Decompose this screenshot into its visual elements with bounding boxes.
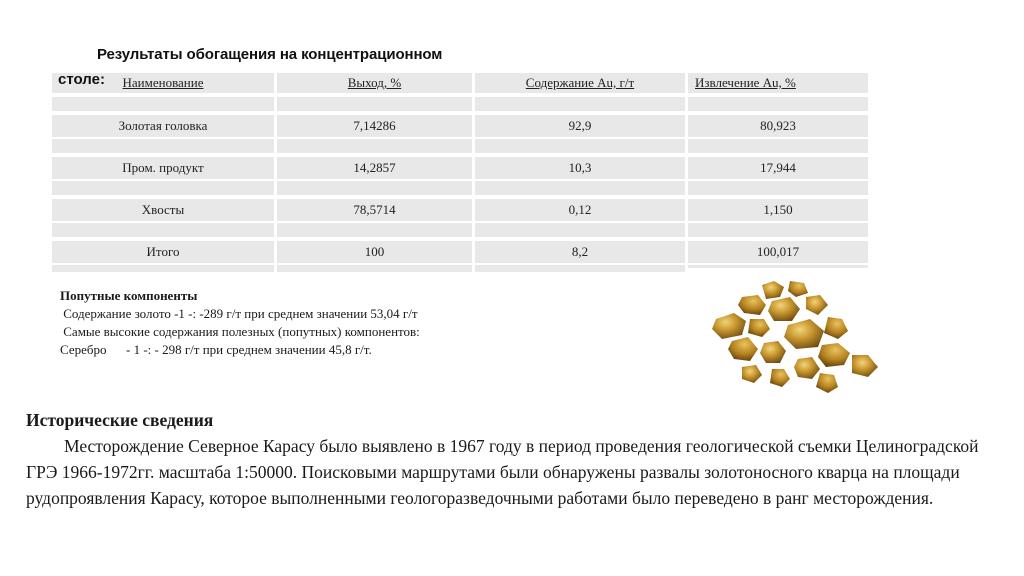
byproducts-block (60, 287, 420, 359)
table-header-yield: Выход, % (277, 73, 472, 93)
history-paragraph: Месторождение Северное Карасу было выявлено в 1967 году в период проведения геологической съемки Целиноградской ГРЭ 1966-1972гг. масштаба 1:50000. Поисковыми маршрутами были обнаружены развалы золотоносного кварца на площади рудопроявления Карасу, которое выполненными геологоразведочными работами было переведено в ранг месторождения. (26, 436, 979, 508)
table-cell: 10,3 (475, 157, 685, 179)
table-cell: 7,14286 (277, 115, 472, 137)
table-cell: 100,017 (688, 241, 868, 263)
table-cell: 0,12 (475, 199, 685, 221)
table-spacer (688, 97, 868, 111)
byproducts-heading: Попутные компоненты (60, 288, 198, 303)
table-spacer (688, 181, 868, 195)
table-spacer (52, 223, 274, 237)
history-section (26, 407, 1001, 511)
table-spacer (475, 265, 685, 272)
table-cell: 92,9 (475, 115, 685, 137)
table-cell: 80,923 (688, 115, 868, 137)
table-spacer (52, 139, 274, 153)
history-heading: Исторические сведения (26, 410, 214, 430)
table-cell: Хвосты (52, 199, 274, 221)
table-header-name: Наименование (52, 73, 274, 93)
slide-title-continuation: столе: (58, 71, 105, 88)
table-cell: 100 (277, 241, 472, 263)
table-cell: 8,2 (475, 241, 685, 263)
gold-nuggets-photo (702, 275, 892, 405)
table-header-au-recovery: Извлечение Au, % (688, 73, 868, 93)
table-spacer (277, 97, 472, 111)
table-spacer (277, 139, 472, 153)
table-cell: Золотая головка (52, 115, 274, 137)
byproducts-silver-line: Серебро - 1 -: - 298 г/т при среднем значении 45,8 г/т. (60, 342, 372, 357)
table-spacer (52, 265, 274, 272)
table-spacer (277, 265, 472, 272)
table-cell: Итого (52, 241, 274, 263)
table-spacer (475, 139, 685, 153)
table-header-au-content: Содержание Au, г/т (475, 73, 685, 93)
table-spacer (277, 181, 472, 195)
table-cell: 78,5714 (277, 199, 472, 221)
table-cell: 14,2857 (277, 157, 472, 179)
table-spacer (52, 97, 274, 111)
table-spacer (277, 223, 472, 237)
table-spacer (688, 139, 868, 153)
table-spacer (475, 223, 685, 237)
slide-title: Результаты обогащения на концентрационном (97, 46, 443, 63)
table-spacer (688, 265, 868, 268)
table-cell: 17,944 (688, 157, 868, 179)
table-spacer (475, 97, 685, 111)
byproducts-gold-line: Содержание золото -1 -: -289 г/т при среднем значении 53,04 г/т (60, 306, 418, 321)
table-cell: Пром. продукт (52, 157, 274, 179)
table-cell: 1,150 (688, 199, 868, 221)
byproducts-intro-line: Самые высокие содержания полезных (попутных) компонентов: (60, 324, 420, 339)
table-spacer (52, 181, 274, 195)
table-spacer (475, 181, 685, 195)
table-spacer (688, 223, 868, 237)
